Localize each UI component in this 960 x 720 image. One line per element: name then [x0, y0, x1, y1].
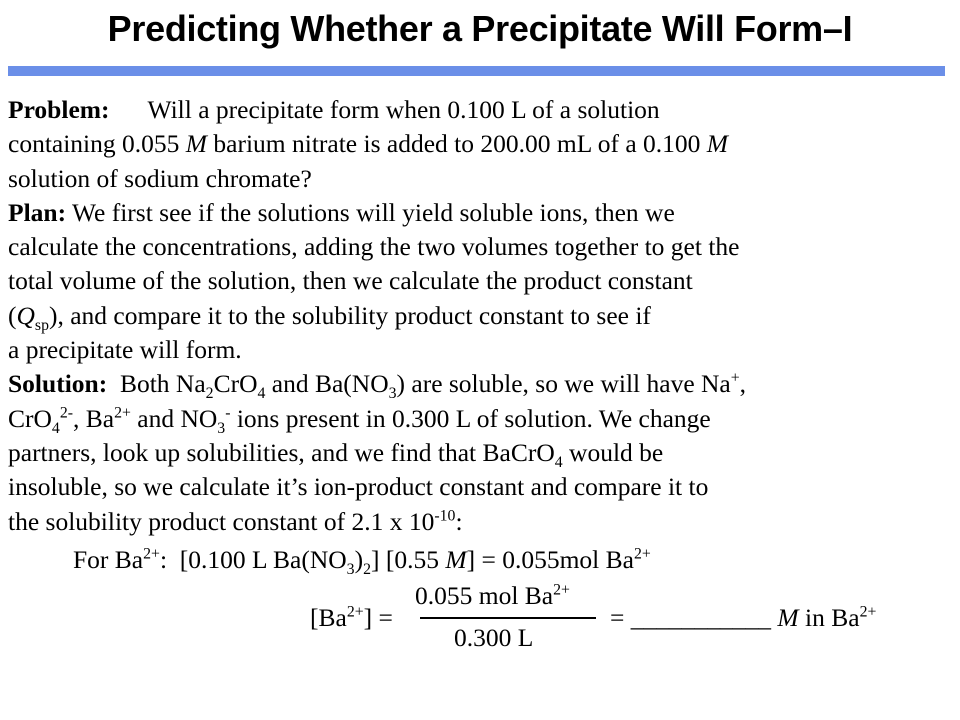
problem-line-1 [8, 93, 953, 127]
solution-line-4: insoluble, so we calculate it’s ion-product constant and compare it to [8, 472, 709, 502]
problem-line-3: solution of sodium chromate? [8, 163, 312, 193]
problem-label: Problem: [8, 95, 110, 124]
concentration-equation [8, 577, 953, 657]
slide-title: Predicting Whether a Precipitate Will Form–I [107, 8, 853, 49]
slide-body [8, 93, 953, 657]
solution-label: Solution: [8, 369, 108, 399]
solution-line-2: CrO$_4^{2-}$, $Ba^{2+}$ and $NO_3^-$ ions present in 0.300 L of solution. We change [8, 403, 711, 437]
title-underline-bar [8, 66, 945, 76]
plan-line-4: $(Q_{sp})$, and compare it to the solubility product constant to see if [8, 300, 651, 334]
calc-line-1: For $Ba^{2+}$: [0.100 L $Ba(NO_3)_2$] [0.55 M] = 0.055mol $Ba^{2+}$ [73, 544, 651, 578]
plan-line-1: Plan: We first see if the solutions will yield soluble ions, then we [8, 197, 675, 227]
plan-line-2: calculate the concentrations, adding the two volumes together to get the [8, 232, 740, 262]
equation-lhs: $[Ba^{2+}]$ = [310, 603, 393, 633]
plan-line-3: total volume of the solution, then we calculate the product constant [8, 266, 693, 296]
plan-line-5: a precipitate will form. [8, 335, 242, 365]
solution-line-1: Solution: Both $Na_2CrO_4$ and $Ba(NO_3)$ are soluble, so we will have Na+, [8, 369, 747, 403]
solution-line-5: the solubility product constant of 2.1 x $10^{-10}$: [8, 506, 463, 536]
fraction-denominator: 0.300 L [454, 623, 534, 653]
equation-rhs: = ___________ M in $Ba^{2+}$ [610, 603, 877, 633]
solution-line-3: partners, look up solubilities, and we find that BaCrO$_4$ would be [8, 437, 664, 472]
problem-line-2: containing 0.055 M barium nitrate is added to 200.00 mL of a 0.100 M [8, 129, 729, 159]
plan-label: Plan: [8, 197, 67, 227]
fraction-bar [420, 617, 596, 619]
problem-text-1: Will a precipitate form when 0.100 L of a solution [147, 95, 660, 124]
fraction-numerator: 0.055 mol $Ba^{2+}$ [415, 581, 570, 611]
